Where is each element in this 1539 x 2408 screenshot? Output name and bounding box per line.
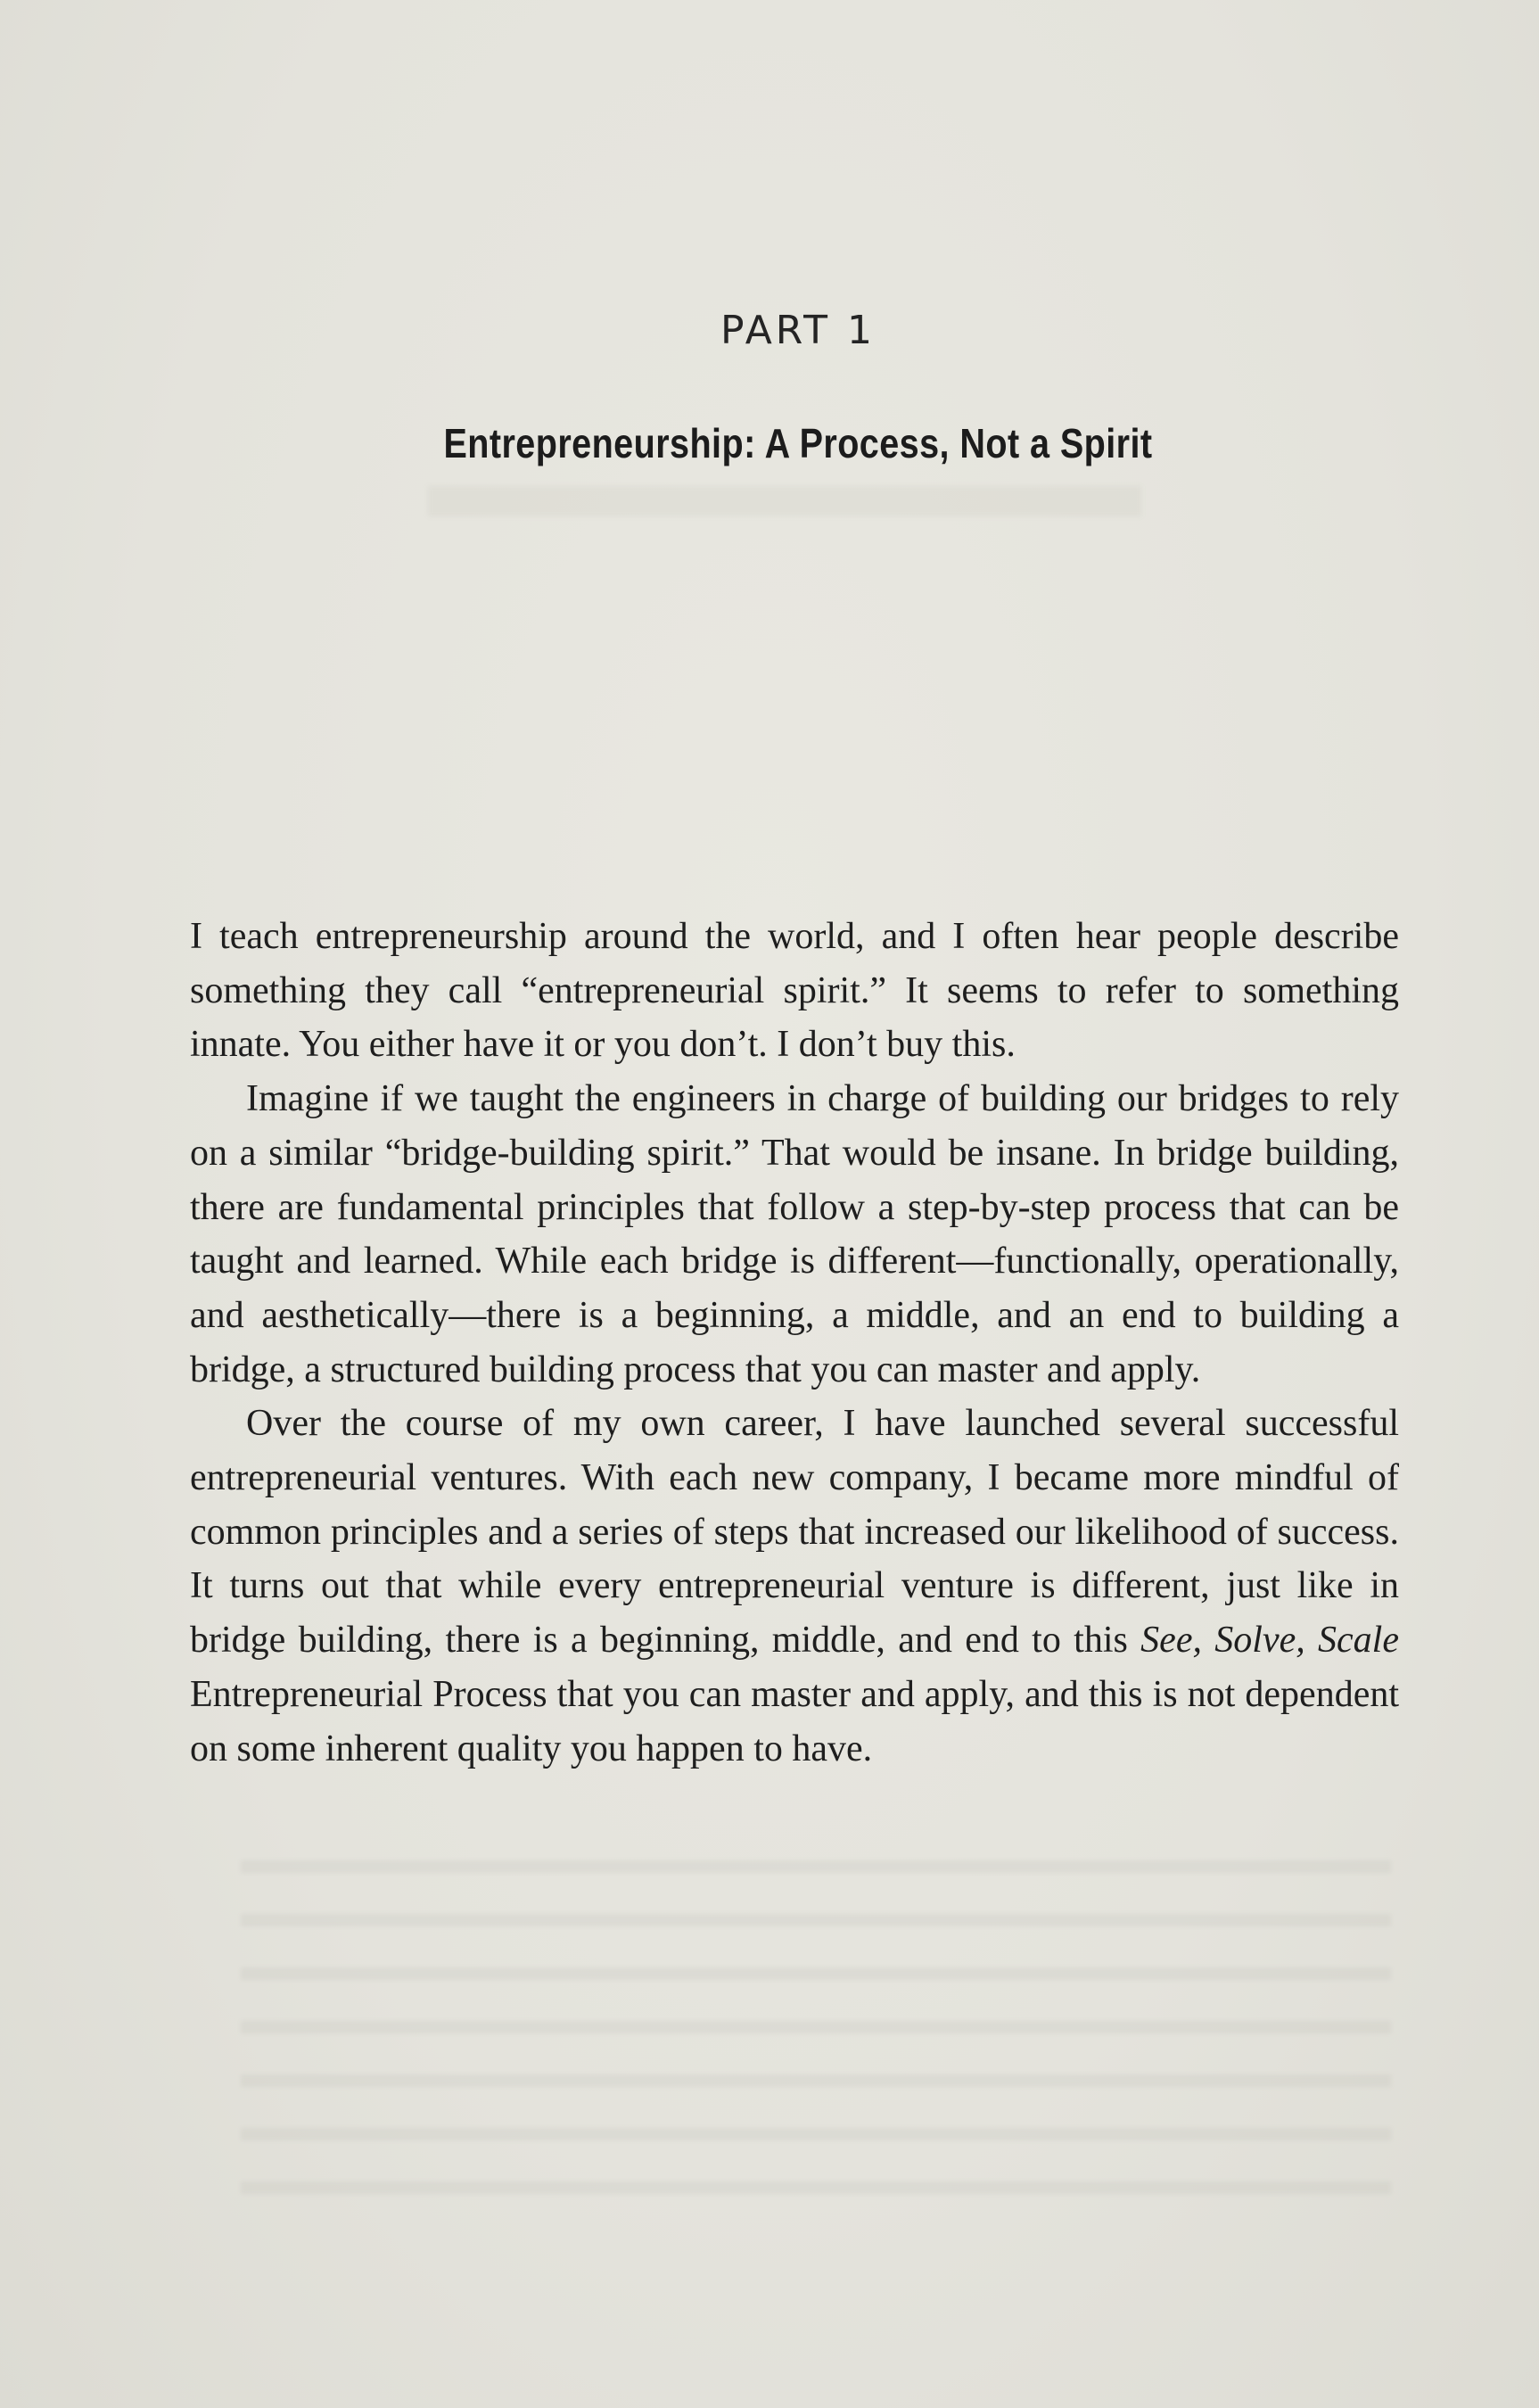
part-label: PART 1	[720, 308, 876, 353]
paragraph-1: I teach entrepreneurship around the world, and I often hear people describe something they call “entrepreneurial spirit.” It seems to refer to something innate. You either have it or you don’t. I don’t buy this.	[190, 916, 1399, 1066]
process-name-emphasis: See, Solve, Scale	[1140, 1620, 1399, 1662]
paragraph-2: Imagine if we taught the engineers in charge of building our bridges to rely on a similar “bridge-building spirit.” That would be insane. In bridge building, there are fundamental principles that follow a step-by-step process that can be taught and learned. While each bridge is different—functionally, operationally, and aesthetically—there is a beginning, a middle, and an end to building a bridge, a structured building process that you can master and apply.	[190, 1078, 1399, 1390]
paragraph-3-after: Entrepreneurial Process that you can master and apply, and this is not dependent on some inherent quality you happen to have.	[190, 1673, 1399, 1769]
paragraph-3-before: Over the course of my own career, I have launched several successful entrepreneurial ventures. With each new company, I became more mindful of common principles and a series of steps that increased our likelihood of success. It turns out that while every entrepreneurial venture is different, just like in bridge building, there is a beginning, middle, and end to this	[190, 1403, 1399, 1662]
bleed-through-text	[241, 1837, 1391, 2230]
bleed-through-shadow	[428, 486, 1141, 516]
body-text	[190, 910, 1399, 1776]
paragraph-3	[190, 1397, 1399, 1776]
chapter-title: Entrepreneurship: A Process, Not a Spirit	[443, 420, 1153, 466]
